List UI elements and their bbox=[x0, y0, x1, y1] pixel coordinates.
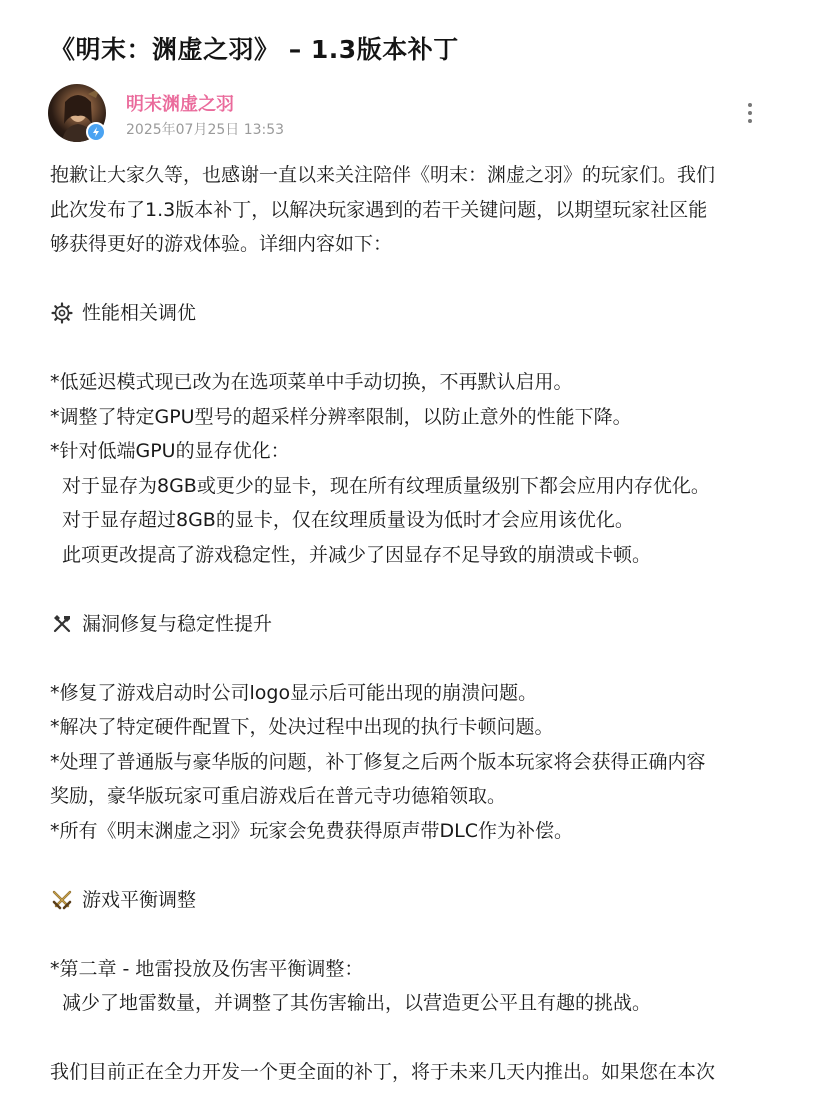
author-row bbox=[48, 84, 768, 144]
intro-line: 抱歉让大家久等，也感谢一直以来关注陪伴《明末：渊虚之羽》的玩家们。我们 bbox=[50, 164, 716, 186]
list-item: *解决了特定硬件配置下，处决过程中出现的执行卡顿问题。 bbox=[50, 716, 554, 738]
list-item: 对于显存为8GB或更少的显卡，现在所有纹理质量级别下都会应用内存优化。 bbox=[62, 474, 710, 497]
list-item: *调整了特定GPU型号的超采样分辨率限制，以防止意外的性能下降。 bbox=[50, 405, 632, 428]
post-date: 2025年07月25日 13:53 bbox=[126, 122, 285, 138]
post-body bbox=[50, 158, 780, 1090]
outro-line: 我们目前正在全力开发一个更全面的补丁，将于未来几天内推出。如果您在本次 bbox=[50, 1061, 716, 1083]
author-name[interactable]: 明末渊虚之羽 bbox=[126, 94, 234, 115]
tools-icon bbox=[50, 612, 74, 636]
list-item: *所有《明末渊虚之羽》玩家会免费获得原声带DLC作为补偿。 bbox=[50, 819, 573, 842]
section-heading-text: 性能相关调优 bbox=[82, 302, 197, 324]
intro-line: 够获得更好的游戏体验。详细内容如下： bbox=[50, 233, 393, 255]
list-item: *低延迟模式现已改为在选项菜单中手动切换，不再默认启用。 bbox=[50, 371, 573, 393]
list-item: *针对低端GPU的显存优化： bbox=[50, 440, 290, 462]
gear-icon bbox=[50, 301, 74, 325]
list-item: *第二章 - 地雷投放及伤害平衡调整： bbox=[50, 957, 364, 980]
list-item: 对于显存超过8GB的显卡，仅在纹理质量设为低时才会应用该优化。 bbox=[62, 509, 634, 531]
list-item: 此项更改提高了游戏稳定性，并减少了因显存不足导致的崩溃或卡顿。 bbox=[62, 543, 652, 566]
list-item: 减少了地雷数量，并调整了其伤害输出，以营造更公平且有趣的挑战。 bbox=[62, 992, 652, 1014]
section-heading-text: 漏洞修复与稳定性提升 bbox=[82, 612, 273, 635]
crossed-swords-icon bbox=[50, 888, 74, 912]
list-item: 奖励，豪华版玩家可重启游戏后在普元寺功德箱领取。 bbox=[50, 785, 507, 807]
list-item: *处理了普通版与豪华版的问题，补丁修复之后两个版本玩家将会获得正确内容 bbox=[50, 750, 706, 773]
more-options-icon bbox=[748, 103, 752, 107]
intro-line: 此次发布了1.3版本补丁，以解决玩家遇到的若干关键问题，以期望玩家社区能 bbox=[50, 198, 708, 221]
section-heading-performance bbox=[50, 296, 780, 331]
section-heading-text: 游戏平衡调整 bbox=[82, 888, 197, 911]
section-heading-bugfix bbox=[50, 607, 780, 642]
verified-badge-icon bbox=[86, 122, 106, 142]
more-options-button[interactable] bbox=[738, 98, 762, 128]
section-heading-balance bbox=[50, 883, 780, 918]
list-item: *修复了游戏启动时公司logo显示后可能出现的崩溃问题。 bbox=[50, 681, 538, 704]
post-title: 《明末：渊虚之羽》 – 1.3版本补丁 bbox=[50, 35, 459, 64]
